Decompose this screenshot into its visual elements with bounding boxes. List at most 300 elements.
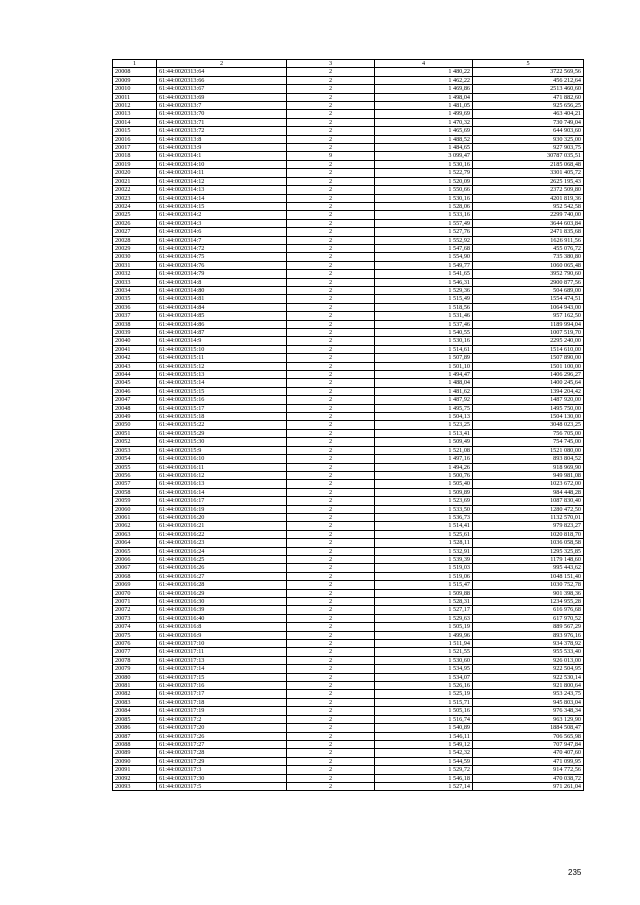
cadastral-number-cell: 61:44:0020317:26 [157, 732, 287, 740]
count-cell: 2 [287, 186, 375, 194]
value-cell: 2471 835,68 [473, 228, 584, 236]
table-row [113, 690, 584, 698]
row-index-cell: 20075 [113, 631, 157, 639]
row-index-cell: 20047 [113, 396, 157, 404]
area-cell: 1 552,92 [375, 236, 473, 244]
count-cell: 2 [287, 261, 375, 269]
count-cell: 2 [287, 774, 375, 782]
row-index-cell: 20080 [113, 673, 157, 681]
area-cell: 1 488,52 [375, 135, 473, 143]
area-cell: 1 525,61 [375, 530, 473, 538]
area-cell: 1 469,86 [375, 85, 473, 93]
area-cell: 1 470,32 [375, 118, 473, 126]
table-row [113, 118, 584, 126]
row-index-cell: 20022 [113, 186, 157, 194]
cadastral-number-cell: 61:44:0020314:15 [157, 202, 287, 210]
count-cell: 2 [287, 598, 375, 606]
cadastral-number-cell: 61:44:0020315:11 [157, 354, 287, 362]
area-cell: 1 518,56 [375, 303, 473, 311]
table-row [113, 581, 584, 589]
area-cell: 1 549,77 [375, 261, 473, 269]
table-row [113, 572, 584, 580]
value-cell: 949 981,08 [473, 471, 584, 479]
row-index-cell: 20086 [113, 724, 157, 732]
value-cell: 922 504,95 [473, 665, 584, 673]
area-cell: 1 505,40 [375, 480, 473, 488]
area-cell: 1 527,17 [375, 606, 473, 614]
count-cell: 2 [287, 379, 375, 387]
count-cell: 2 [287, 589, 375, 597]
count-cell: 2 [287, 665, 375, 673]
area-cell: 1 499,96 [375, 631, 473, 639]
count-cell: 2 [287, 564, 375, 572]
area-cell: 1 527,76 [375, 228, 473, 236]
value-cell: 1406 296,27 [473, 371, 584, 379]
value-cell: 1087 830,40 [473, 497, 584, 505]
table-row [113, 715, 584, 723]
area-cell: 1 515,47 [375, 581, 473, 589]
row-index-cell: 20066 [113, 555, 157, 563]
table-row [113, 623, 584, 631]
table-row [113, 522, 584, 530]
table-row [113, 707, 584, 715]
table-row [113, 219, 584, 227]
table-row [113, 345, 584, 353]
count-cell: 2 [287, 724, 375, 732]
area-cell: 1 497,16 [375, 455, 473, 463]
count-cell: 2 [287, 572, 375, 580]
table-row [113, 362, 584, 370]
cadastral-number-cell: 61:44:0020317:27 [157, 740, 287, 748]
row-index-cell: 20051 [113, 429, 157, 437]
value-cell: 1132 570,01 [473, 513, 584, 521]
value-cell: 1495 750,00 [473, 404, 584, 412]
cadastral-number-cell: 61:44:0020313:9 [157, 144, 287, 152]
area-cell: 1 511,94 [375, 640, 473, 648]
value-cell: 471 882,60 [473, 93, 584, 101]
table-row [113, 648, 584, 656]
area-cell: 1 522,79 [375, 169, 473, 177]
count-cell: 2 [287, 581, 375, 589]
table-row [113, 564, 584, 572]
table-row [113, 329, 584, 337]
count-cell: 2 [287, 286, 375, 294]
row-index-cell: 20031 [113, 261, 157, 269]
count-cell: 2 [287, 228, 375, 236]
table-row [113, 68, 584, 76]
area-cell: 1 541,65 [375, 270, 473, 278]
table-row [113, 244, 584, 252]
area-cell: 1 557,49 [375, 219, 473, 227]
cadastral-number-cell: 61:44:0020314:86 [157, 320, 287, 328]
area-cell: 1 500,76 [375, 471, 473, 479]
table-row [113, 766, 584, 774]
count-cell: 2 [287, 371, 375, 379]
row-index-cell: 20079 [113, 665, 157, 673]
table-row [113, 740, 584, 748]
table-row [113, 724, 584, 732]
cadastral-number-cell: 61:44:0020316:23 [157, 539, 287, 547]
area-cell: 1 523,25 [375, 421, 473, 429]
count-cell: 2 [287, 387, 375, 395]
area-cell: 1 494,26 [375, 463, 473, 471]
row-index-cell: 20027 [113, 228, 157, 236]
count-cell: 2 [287, 110, 375, 118]
area-cell: 1 527,14 [375, 782, 473, 790]
cadastral-number-cell: 61:44:0020315:9 [157, 446, 287, 454]
cadastral-number-cell: 61:44:0020315:16 [157, 396, 287, 404]
cadastral-number-cell: 61:44:0020315:10 [157, 345, 287, 353]
table-row [113, 371, 584, 379]
row-index-cell: 20064 [113, 539, 157, 547]
count-cell: 2 [287, 312, 375, 320]
count-cell: 2 [287, 488, 375, 496]
table-row [113, 211, 584, 219]
row-index-cell: 20030 [113, 253, 157, 261]
count-cell: 2 [287, 438, 375, 446]
row-index-cell: 20057 [113, 480, 157, 488]
row-index-cell: 20028 [113, 236, 157, 244]
cadastral-number-cell: 61:44:0020316:22 [157, 530, 287, 538]
area-cell: 1 529,72 [375, 766, 473, 774]
value-cell: 30787 035,51 [473, 152, 584, 160]
area-cell: 1 519,03 [375, 564, 473, 572]
row-index-cell: 20070 [113, 589, 157, 597]
table-row [113, 286, 584, 294]
value-cell: 616 976,68 [473, 606, 584, 614]
row-index-cell: 20041 [113, 345, 157, 353]
value-cell: 1400 245,64 [473, 379, 584, 387]
count-cell: 2 [287, 429, 375, 437]
row-index-cell: 20025 [113, 211, 157, 219]
count-cell: 2 [287, 648, 375, 656]
cadastral-number-cell: 61:44:0020317:19 [157, 707, 287, 715]
value-cell: 889 567,29 [473, 623, 584, 631]
area-cell: 1 549,12 [375, 740, 473, 748]
row-index-cell: 20061 [113, 513, 157, 521]
cadastral-number-cell: 61:44:0020316:25 [157, 555, 287, 563]
count-cell: 2 [287, 505, 375, 513]
table-row [113, 488, 584, 496]
header-cell-1: 1 [113, 60, 157, 68]
value-cell: 617 970,52 [473, 614, 584, 622]
row-index-cell: 20015 [113, 127, 157, 135]
area-cell: 1 542,32 [375, 749, 473, 757]
table-row [113, 127, 584, 135]
value-cell: 1007 519,70 [473, 329, 584, 337]
cadastral-number-cell: 61:44:0020316:13 [157, 480, 287, 488]
row-index-cell: 20067 [113, 564, 157, 572]
count-cell: 2 [287, 354, 375, 362]
table-row [113, 513, 584, 521]
count-cell: 2 [287, 144, 375, 152]
value-cell: 995 443,62 [473, 564, 584, 572]
value-cell: 1507 890,00 [473, 354, 584, 362]
table-row [113, 396, 584, 404]
row-index-cell: 20049 [113, 413, 157, 421]
area-cell: 1 528,11 [375, 539, 473, 547]
area-cell: 1 539,39 [375, 555, 473, 563]
area-cell: 1 530,16 [375, 337, 473, 345]
row-index-cell: 20040 [113, 337, 157, 345]
data-table [112, 59, 584, 791]
area-cell: 1 547,68 [375, 244, 473, 252]
cadastral-number-cell: 61:44:0020314:8 [157, 278, 287, 286]
value-cell: 930 325,00 [473, 135, 584, 143]
area-cell: 1 514,41 [375, 522, 473, 530]
row-index-cell: 20016 [113, 135, 157, 143]
table-row [113, 555, 584, 563]
count-cell: 2 [287, 404, 375, 412]
table-row [113, 682, 584, 690]
area-cell: 1 534,95 [375, 665, 473, 673]
count-cell: 2 [287, 362, 375, 370]
cadastral-number-cell: 61:44:0020314:80 [157, 286, 287, 294]
cadastral-number-cell: 61:44:0020315:14 [157, 379, 287, 387]
row-index-cell: 20036 [113, 303, 157, 311]
count-cell: 2 [287, 766, 375, 774]
count-cell: 2 [287, 555, 375, 563]
value-cell: 1048 151,40 [473, 572, 584, 580]
count-cell: 2 [287, 93, 375, 101]
area-cell: 1 515,71 [375, 698, 473, 706]
area-cell: 1 509,49 [375, 438, 473, 446]
table-row [113, 270, 584, 278]
cadastral-number-cell: 61:44:0020317:5 [157, 782, 287, 790]
value-cell: 706 565,98 [473, 732, 584, 740]
row-index-cell: 20032 [113, 270, 157, 278]
cadastral-number-cell: 61:44:0020316:11 [157, 463, 287, 471]
value-cell: 893 804,52 [473, 455, 584, 463]
row-index-cell: 20019 [113, 160, 157, 168]
cadastral-number-cell: 61:44:0020314:12 [157, 177, 287, 185]
row-index-cell: 20013 [113, 110, 157, 118]
table-row [113, 640, 584, 648]
count-cell: 2 [287, 320, 375, 328]
count-cell: 2 [287, 76, 375, 84]
area-cell: 1 528,06 [375, 202, 473, 210]
count-cell: 2 [287, 698, 375, 706]
area-cell: 1 520,09 [375, 177, 473, 185]
table-row [113, 631, 584, 639]
value-cell: 2185 068,48 [473, 160, 584, 168]
header-cell-5: 5 [473, 60, 584, 68]
cadastral-number-cell: 61:44:0020315:13 [157, 371, 287, 379]
table-row [113, 480, 584, 488]
row-index-cell: 20024 [113, 202, 157, 210]
cadastral-number-cell: 61:44:0020313:8 [157, 135, 287, 143]
cadastral-number-cell: 61:44:0020317:30 [157, 774, 287, 782]
count-cell: 2 [287, 118, 375, 126]
row-index-cell: 20082 [113, 690, 157, 698]
row-index-cell: 20044 [113, 371, 157, 379]
count-cell: 2 [287, 253, 375, 261]
area-cell: 1 544,59 [375, 757, 473, 765]
table-row [113, 446, 584, 454]
table-row [113, 194, 584, 202]
header-cell-2: 2 [157, 60, 287, 68]
area-cell: 1 537,46 [375, 320, 473, 328]
table-row [113, 110, 584, 118]
cadastral-number-cell: 61:44:0020314:9 [157, 337, 287, 345]
table-row [113, 278, 584, 286]
row-index-cell: 20042 [113, 354, 157, 362]
row-index-cell: 20035 [113, 295, 157, 303]
count-cell: 2 [287, 673, 375, 681]
row-index-cell: 20018 [113, 152, 157, 160]
count-cell: 2 [287, 782, 375, 790]
cadastral-number-cell: 61:44:0020317:15 [157, 673, 287, 681]
area-cell: 1 484,65 [375, 144, 473, 152]
area-cell: 1 499,69 [375, 110, 473, 118]
row-index-cell: 20029 [113, 244, 157, 252]
row-index-cell: 20084 [113, 707, 157, 715]
cadastral-number-cell: 61:44:0020316:21 [157, 522, 287, 530]
count-cell: 9 [287, 152, 375, 160]
cadastral-number-cell: 61:44:0020313:72 [157, 127, 287, 135]
count-cell: 2 [287, 194, 375, 202]
value-cell: 1501 100,00 [473, 362, 584, 370]
cadastral-number-cell: 61:44:0020314:3 [157, 219, 287, 227]
table-row [113, 539, 584, 547]
area-cell: 3 099,47 [375, 152, 473, 160]
table-row [113, 614, 584, 622]
table-row [113, 606, 584, 614]
row-index-cell: 20017 [113, 144, 157, 152]
count-cell: 2 [287, 463, 375, 471]
count-cell: 2 [287, 421, 375, 429]
value-cell: 963 129,90 [473, 715, 584, 723]
row-index-cell: 20033 [113, 278, 157, 286]
value-cell: 471 099,95 [473, 757, 584, 765]
area-cell: 1 481,62 [375, 387, 473, 395]
area-cell: 1 540,89 [375, 724, 473, 732]
table-row [113, 757, 584, 765]
count-cell: 2 [287, 337, 375, 345]
cadastral-number-cell: 61:44:0020316:19 [157, 505, 287, 513]
table-row [113, 421, 584, 429]
row-index-cell: 20014 [113, 118, 157, 126]
row-index-cell: 20011 [113, 93, 157, 101]
cadastral-number-cell: 61:44:0020314:81 [157, 295, 287, 303]
value-cell: 2299 740,00 [473, 211, 584, 219]
cadastral-number-cell: 61:44:0020317:16 [157, 682, 287, 690]
value-cell: 2295 240,00 [473, 337, 584, 345]
area-cell: 1 501,10 [375, 362, 473, 370]
cadastral-number-cell: 61:44:0020313:67 [157, 85, 287, 93]
count-cell: 2 [287, 732, 375, 740]
cadastral-number-cell: 61:44:0020314:87 [157, 329, 287, 337]
cadastral-number-cell: 61:44:0020315:22 [157, 421, 287, 429]
table-row [113, 547, 584, 555]
count-cell: 2 [287, 68, 375, 76]
area-cell: 1 533,16 [375, 211, 473, 219]
area-cell: 1 532,91 [375, 547, 473, 555]
table-row [113, 160, 584, 168]
value-cell: 955 533,40 [473, 648, 584, 656]
value-cell: 2625 195,43 [473, 177, 584, 185]
cadastral-number-cell: 61:44:0020316:12 [157, 471, 287, 479]
count-cell: 2 [287, 539, 375, 547]
row-index-cell: 20077 [113, 648, 157, 656]
count-cell: 2 [287, 244, 375, 252]
area-cell: 1 546,31 [375, 278, 473, 286]
cadastral-number-cell: 61:44:0020316:24 [157, 547, 287, 555]
area-cell: 1 521,08 [375, 446, 473, 454]
count-cell: 2 [287, 270, 375, 278]
count-cell: 2 [287, 396, 375, 404]
cadastral-number-cell: 61:44:0020317:11 [157, 648, 287, 656]
row-index-cell: 20043 [113, 362, 157, 370]
cadastral-number-cell: 61:44:0020317:20 [157, 724, 287, 732]
count-cell: 2 [287, 303, 375, 311]
cadastral-number-cell: 61:44:0020314:75 [157, 253, 287, 261]
cadastral-number-cell: 61:44:0020315:18 [157, 413, 287, 421]
row-index-cell: 20012 [113, 102, 157, 110]
cadastral-number-cell: 61:44:0020314:2 [157, 211, 287, 219]
value-cell: 957 162,50 [473, 312, 584, 320]
count-cell: 2 [287, 522, 375, 530]
cadastral-number-cell: 61:44:0020316:8 [157, 623, 287, 631]
value-cell: 504 689,00 [473, 286, 584, 294]
area-cell: 1 505,16 [375, 707, 473, 715]
cadastral-number-cell: 61:44:0020314:85 [157, 312, 287, 320]
cadastral-number-cell: 61:44:0020317:2 [157, 715, 287, 723]
value-cell: 1030 752,78 [473, 581, 584, 589]
count-cell: 2 [287, 715, 375, 723]
cadastral-number-cell: 61:44:0020316:17 [157, 497, 287, 505]
count-cell: 2 [287, 329, 375, 337]
table-row [113, 589, 584, 597]
count-cell: 2 [287, 413, 375, 421]
table-row [113, 774, 584, 782]
value-cell: 754 745,00 [473, 438, 584, 446]
value-cell: 945 803,04 [473, 698, 584, 706]
row-index-cell: 20091 [113, 766, 157, 774]
value-cell: 463 404,21 [473, 110, 584, 118]
value-cell: 1020 818,70 [473, 530, 584, 538]
table-row [113, 261, 584, 269]
count-cell: 2 [287, 177, 375, 185]
cadastral-number-cell: 61:44:0020316:27 [157, 572, 287, 580]
value-cell: 1189 994,04 [473, 320, 584, 328]
row-index-cell: 20093 [113, 782, 157, 790]
value-cell: 927 903,75 [473, 144, 584, 152]
area-cell: 1 514,61 [375, 345, 473, 353]
row-index-cell: 20048 [113, 404, 157, 412]
value-cell: 976 348,34 [473, 707, 584, 715]
area-cell: 1 515,49 [375, 295, 473, 303]
value-cell: 1626 911,56 [473, 236, 584, 244]
count-cell: 2 [287, 295, 375, 303]
value-cell: 2372 509,80 [473, 186, 584, 194]
count-cell: 2 [287, 211, 375, 219]
row-index-cell: 20076 [113, 640, 157, 648]
area-cell: 1 534,07 [375, 673, 473, 681]
area-cell: 1 529,36 [375, 286, 473, 294]
table-row [113, 749, 584, 757]
area-cell: 1 516,74 [375, 715, 473, 723]
area-cell: 1 521,55 [375, 648, 473, 656]
count-cell: 2 [287, 455, 375, 463]
cadastral-number-cell: 61:44:0020316:29 [157, 589, 287, 597]
value-cell: 893 976,16 [473, 631, 584, 639]
count-cell: 2 [287, 85, 375, 93]
value-cell: 455 076,72 [473, 244, 584, 252]
count-cell: 2 [287, 682, 375, 690]
cadastral-number-cell: 61:44:0020316:10 [157, 455, 287, 463]
area-cell: 1 526,16 [375, 682, 473, 690]
